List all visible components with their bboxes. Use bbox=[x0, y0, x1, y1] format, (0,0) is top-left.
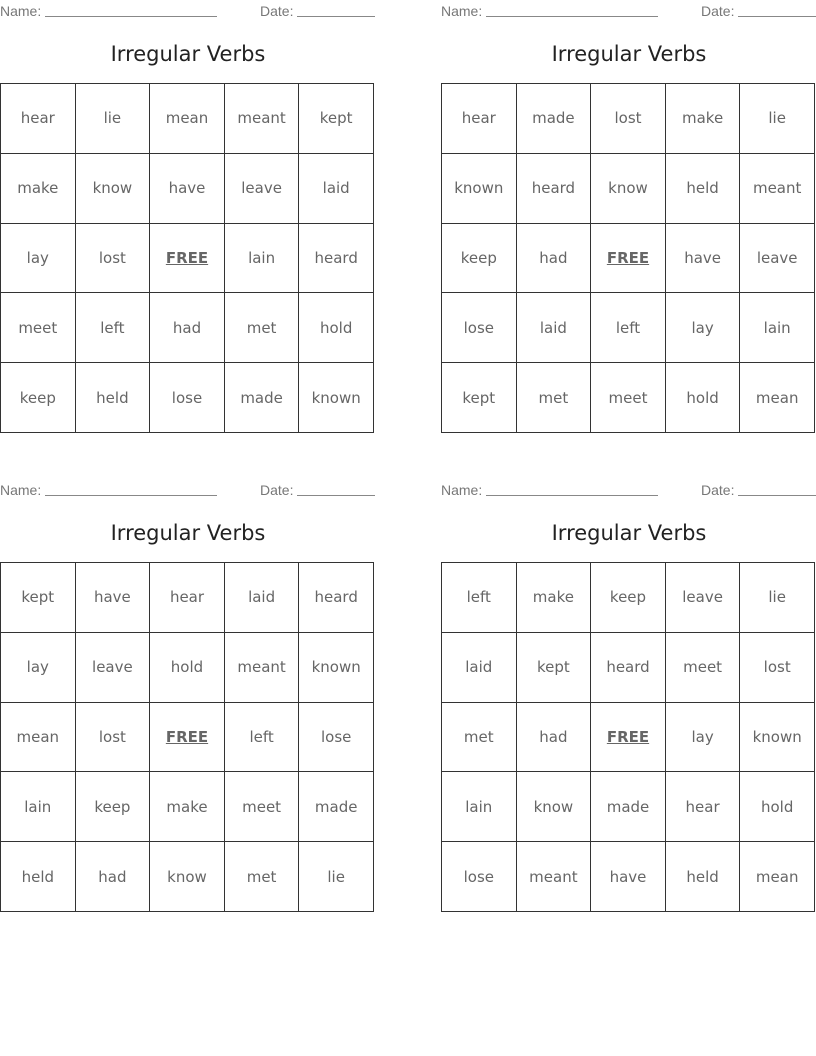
grid-cell: meant bbox=[225, 633, 300, 703]
free-space: FREE bbox=[150, 703, 225, 773]
grid-cell: lost bbox=[76, 703, 151, 773]
grid-cell: lose bbox=[150, 363, 225, 433]
date-blank bbox=[738, 16, 816, 17]
name-label: Name: bbox=[0, 3, 42, 19]
grid-cell: know bbox=[150, 842, 225, 912]
grid-cell: have bbox=[666, 224, 741, 294]
name-blank bbox=[486, 495, 658, 496]
card-title: Irregular Verbs bbox=[551, 521, 707, 545]
card-header bbox=[441, 479, 816, 499]
grid-cell: held bbox=[666, 842, 741, 912]
grid-cell: make bbox=[150, 772, 225, 842]
grid-cell: hold bbox=[740, 772, 815, 842]
grid-cell: met bbox=[225, 293, 300, 363]
card-header bbox=[441, 0, 816, 20]
grid-cell: held bbox=[666, 154, 741, 224]
grid-cell: leave bbox=[740, 224, 815, 294]
card-header bbox=[0, 479, 376, 499]
grid-cell: lain bbox=[225, 224, 300, 294]
grid-cell: meet bbox=[1, 293, 76, 363]
grid-cell: lain bbox=[442, 772, 517, 842]
grid-cell: meet bbox=[666, 633, 741, 703]
grid-cell: meant bbox=[225, 84, 300, 154]
grid-cell: leave bbox=[666, 563, 741, 633]
grid-cell: left bbox=[591, 293, 666, 363]
grid-cell: have bbox=[76, 563, 151, 633]
grid-cell: lay bbox=[666, 293, 741, 363]
grid-cell: known bbox=[299, 363, 374, 433]
grid-cell: had bbox=[517, 703, 592, 773]
grid-cell: lain bbox=[740, 293, 815, 363]
bingo-grid bbox=[0, 562, 374, 912]
grid-cell: hear bbox=[442, 84, 517, 154]
grid-cell: left bbox=[442, 563, 517, 633]
grid-cell: met bbox=[517, 363, 592, 433]
grid-cell: hold bbox=[299, 293, 374, 363]
grid-cell: lost bbox=[591, 84, 666, 154]
grid-cell: heard bbox=[517, 154, 592, 224]
grid-cell: known bbox=[740, 703, 815, 773]
grid-cell: kept bbox=[442, 363, 517, 433]
grid-cell: had bbox=[150, 293, 225, 363]
bingo-grid bbox=[441, 562, 815, 912]
grid-cell: known bbox=[299, 633, 374, 703]
free-space: FREE bbox=[591, 703, 666, 773]
bingo-card-4 bbox=[441, 479, 816, 914]
name-blank bbox=[45, 16, 217, 17]
date-label: Date: bbox=[260, 3, 294, 19]
name-label: Name: bbox=[441, 482, 483, 498]
grid-cell: laid bbox=[442, 633, 517, 703]
bingo-card-3 bbox=[0, 479, 376, 914]
bingo-card-1 bbox=[0, 0, 376, 435]
grid-cell: lie bbox=[299, 842, 374, 912]
grid-cell: hear bbox=[150, 563, 225, 633]
grid-cell: kept bbox=[299, 84, 374, 154]
grid-cell: meant bbox=[740, 154, 815, 224]
grid-cell: laid bbox=[299, 154, 374, 224]
bingo-grid bbox=[0, 83, 374, 433]
name-blank bbox=[45, 495, 217, 496]
grid-cell: have bbox=[591, 842, 666, 912]
grid-cell: made bbox=[299, 772, 374, 842]
grid-cell: made bbox=[591, 772, 666, 842]
grid-cell: lose bbox=[442, 293, 517, 363]
grid-cell: lay bbox=[666, 703, 741, 773]
grid-cell: make bbox=[1, 154, 76, 224]
grid-cell: mean bbox=[740, 363, 815, 433]
card-title: Irregular Verbs bbox=[110, 42, 266, 66]
grid-cell: leave bbox=[76, 633, 151, 703]
grid-cell: kept bbox=[1, 563, 76, 633]
grid-cell: met bbox=[225, 842, 300, 912]
grid-cell: meet bbox=[591, 363, 666, 433]
grid-cell: lie bbox=[76, 84, 151, 154]
grid-cell: know bbox=[517, 772, 592, 842]
grid-cell: mean bbox=[150, 84, 225, 154]
date-label: Date: bbox=[701, 3, 735, 19]
grid-cell: leave bbox=[225, 154, 300, 224]
grid-cell: make bbox=[666, 84, 741, 154]
grid-cell: know bbox=[76, 154, 151, 224]
grid-cell: have bbox=[150, 154, 225, 224]
grid-cell: hold bbox=[666, 363, 741, 433]
grid-cell: keep bbox=[1, 363, 76, 433]
date-blank bbox=[738, 495, 816, 496]
grid-cell: left bbox=[225, 703, 300, 773]
grid-cell: keep bbox=[442, 224, 517, 294]
name-blank bbox=[486, 16, 658, 17]
free-space: FREE bbox=[150, 224, 225, 294]
grid-cell: mean bbox=[1, 703, 76, 773]
bingo-grid bbox=[441, 83, 815, 433]
grid-cell: make bbox=[517, 563, 592, 633]
grid-cell: kept bbox=[517, 633, 592, 703]
grid-cell: made bbox=[517, 84, 592, 154]
grid-cell: mean bbox=[740, 842, 815, 912]
grid-cell: had bbox=[76, 842, 151, 912]
grid-cell: know bbox=[591, 154, 666, 224]
grid-cell: lost bbox=[740, 633, 815, 703]
grid-cell: heard bbox=[299, 563, 374, 633]
card-title: Irregular Verbs bbox=[551, 42, 707, 66]
grid-cell: lie bbox=[740, 563, 815, 633]
grid-cell: hear bbox=[666, 772, 741, 842]
date-label: Date: bbox=[701, 482, 735, 498]
card-title: Irregular Verbs bbox=[110, 521, 266, 545]
grid-cell: hold bbox=[150, 633, 225, 703]
grid-cell: met bbox=[442, 703, 517, 773]
grid-cell: keep bbox=[76, 772, 151, 842]
grid-cell: hear bbox=[1, 84, 76, 154]
grid-cell: keep bbox=[591, 563, 666, 633]
grid-cell: known bbox=[442, 154, 517, 224]
free-space: FREE bbox=[591, 224, 666, 294]
grid-cell: held bbox=[1, 842, 76, 912]
grid-cell: lain bbox=[1, 772, 76, 842]
grid-cell: lost bbox=[76, 224, 151, 294]
grid-cell: meet bbox=[225, 772, 300, 842]
grid-cell: laid bbox=[225, 563, 300, 633]
bingo-card-2 bbox=[441, 0, 816, 435]
date-label: Date: bbox=[260, 482, 294, 498]
grid-cell: meant bbox=[517, 842, 592, 912]
card-header bbox=[0, 0, 376, 20]
grid-cell: had bbox=[517, 224, 592, 294]
grid-cell: held bbox=[76, 363, 151, 433]
grid-cell: made bbox=[225, 363, 300, 433]
name-label: Name: bbox=[441, 3, 483, 19]
grid-cell: heard bbox=[299, 224, 374, 294]
grid-cell: lie bbox=[740, 84, 815, 154]
grid-cell: lose bbox=[299, 703, 374, 773]
date-blank bbox=[297, 16, 375, 17]
grid-cell: left bbox=[76, 293, 151, 363]
grid-cell: heard bbox=[591, 633, 666, 703]
grid-cell: lose bbox=[442, 842, 517, 912]
grid-cell: lay bbox=[1, 633, 76, 703]
grid-cell: laid bbox=[517, 293, 592, 363]
name-label: Name: bbox=[0, 482, 42, 498]
date-blank bbox=[297, 495, 375, 496]
grid-cell: lay bbox=[1, 224, 76, 294]
